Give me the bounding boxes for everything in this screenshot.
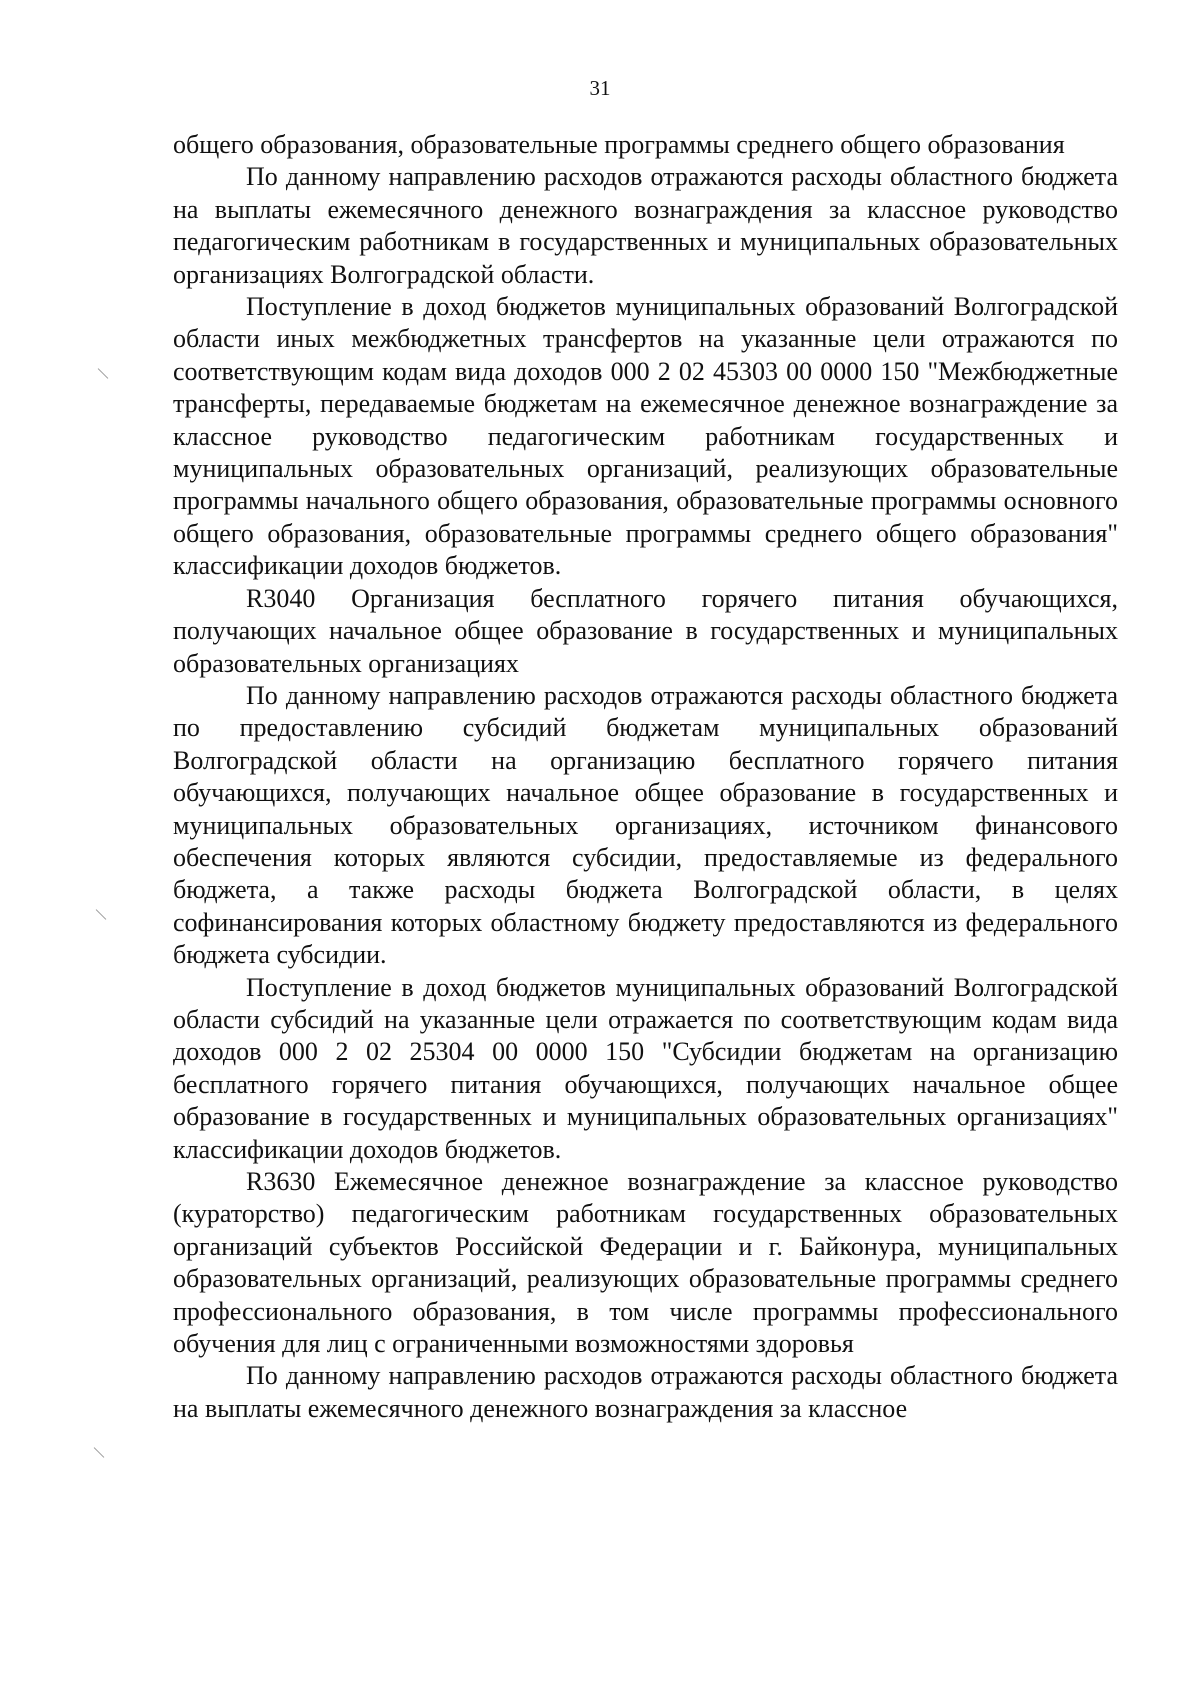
paragraph-income-classification: Поступление в доход бюджетов муниципальных образований Волгоградской области иных межбюджетных трансфертов на указанные цели отражаются по соответствующим кодам вида доходов 000 2 02 45303 00 0000 150 "Межбюджетные трансферты, передаваемые бюджетам на ежемесячное денежное вознаграждение за классное руководство педагогическим работникам государственных и муниципальных образовательных организаций, реализующих образовательные программы начального общего образования, образовательные программы основного общего образования, образовательные программы среднего общего образования" классификации доходов бюджетов. bbox=[173, 292, 1118, 581]
paragraph-r3040-heading: R3040 Организация бесплатного горячего питания обучающихся, получающих начальное общее образование в государственных и муниципальных образовательных организациях bbox=[173, 583, 1118, 678]
paragraph-continuation: общего образования, образовательные программы среднего общего образования bbox=[173, 130, 1065, 159]
paragraph-r3630-heading: R3630 Ежемесячное денежное вознаграждение за классное руководство (кураторство) педагогическим работникам государственных образовательных организаций субъектов Российской Федерации и г. Байконура, муниципальных образовательных организаций, реализующих образовательные программы среднего профессионального образования, в том числе программы профессионального обучения для лиц с ограниченными возможностями здоровья bbox=[173, 1167, 1118, 1359]
paragraph-r3630-expense-description: По данному направлению расходов отражаются расходы областного бюджета на выплаты ежемесячного денежного вознаграждения за классное bbox=[173, 1361, 1118, 1423]
paragraph-expense-description: По данному направлению расходов отражаются расходы областного бюджета на выплаты ежемесячного денежного вознаграждения за классное руководство педагогическим работникам в государственных и муниципальных образовательных организациях Волгоградской области. bbox=[173, 162, 1118, 289]
document-body bbox=[173, 129, 1118, 1425]
page-number: 31 bbox=[589, 76, 611, 100]
scan-mark bbox=[96, 909, 107, 920]
scan-mark bbox=[98, 368, 109, 379]
paragraph-r3040-income-classification: Поступление в доход бюджетов муниципальных образований Волгоградской области субсидий на указанные цели отражается по соответствующим кодам вида доходов 000 2 02 25304 00 0000 150 "Субсидии бюджетам на организацию бесплатного горячего питания обучающихся, получающих начальное общее образование в государственных и муниципальных образовательных организациях" классификации доходов бюджетов. bbox=[173, 972, 1118, 1164]
paragraph-r3040-expense-description: По данному направлению расходов отражаются расходы областного бюджета по предоставлению субсидий бюджетам муниципальных образований Волгоградской области на организацию бесплатного горячего питания обучающихся, получающих начальное общее образование в государственных и муниципальных образовательных организациях, источником финансового обеспечения которых являются субсидии, предоставляемые из федерального бюджета, а также расходы бюджета Волгоградской области, в целях софинансирования которых областному бюджету предоставляются из федерального бюджета субсидии. bbox=[173, 680, 1118, 970]
scan-mark bbox=[94, 1447, 105, 1458]
